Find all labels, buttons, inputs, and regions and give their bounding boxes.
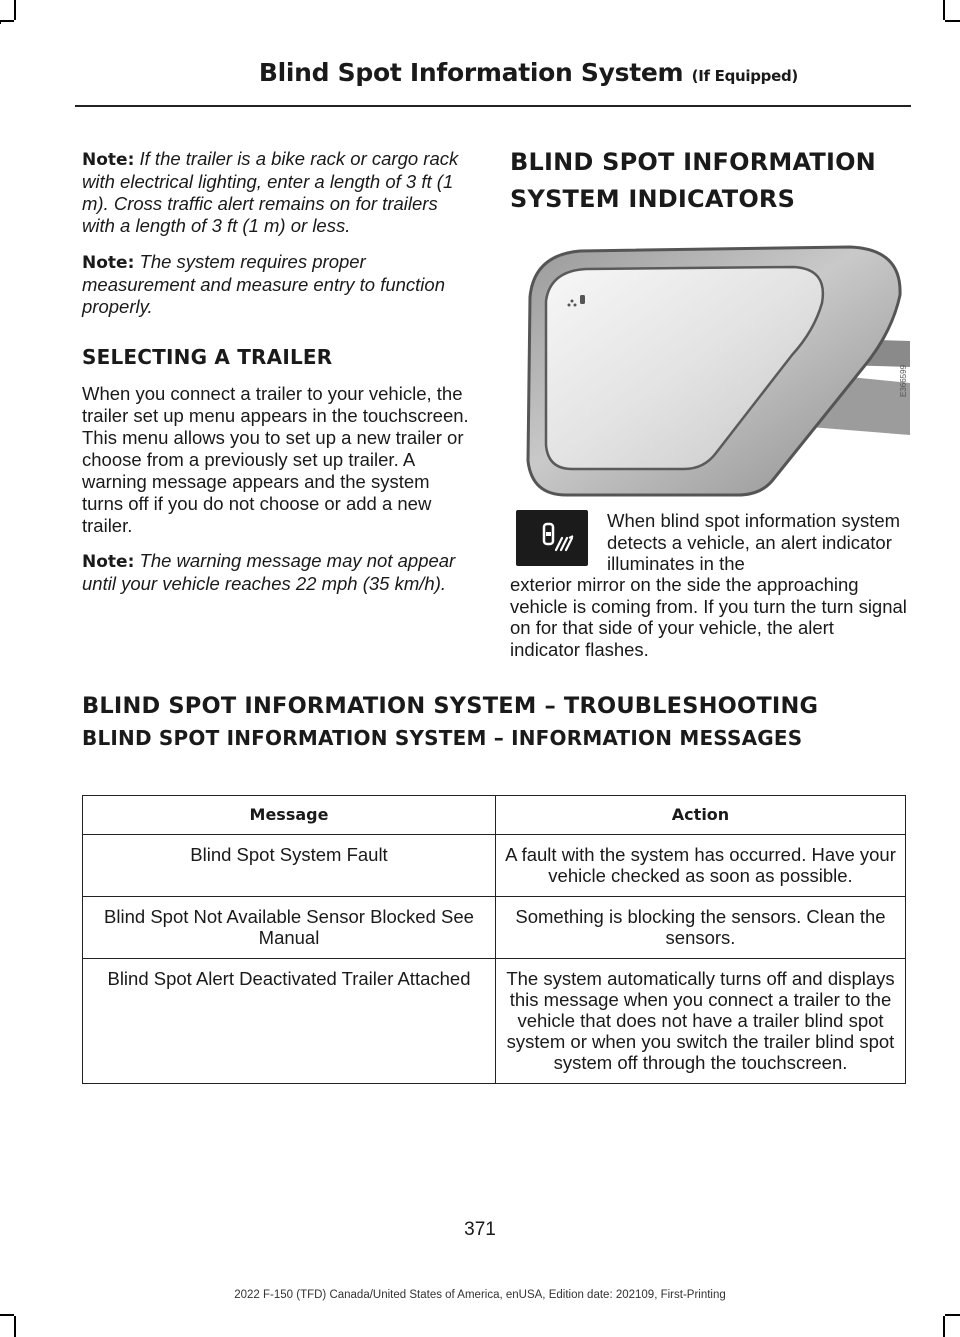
note-text: If the trailer is a bike rack or cargo rack with electrical lighting, enter a length of 3 ft (1 m). Cross traffic alert remains on for trailers with a length of 3 ft (1 m) or less. bbox=[82, 148, 459, 236]
page-header-title bbox=[259, 58, 798, 87]
right-heading bbox=[510, 144, 910, 218]
indicator-description-continued bbox=[510, 574, 908, 660]
header-rule bbox=[75, 105, 911, 107]
troubleshooting-heading-wrap bbox=[82, 688, 922, 725]
indicator-description bbox=[607, 510, 905, 575]
note-label: Note: bbox=[82, 150, 135, 170]
section-heading-selecting-trailer: SELECTING A TRAILER bbox=[82, 345, 333, 369]
information-messages-heading: BLIND SPOT INFORMATION SYSTEM – INFORMATION MESSAGES bbox=[82, 726, 803, 750]
header-title-suffix: (If Equipped) bbox=[691, 67, 798, 85]
left-column bbox=[82, 148, 475, 609]
crop-mark bbox=[945, 1314, 960, 1316]
column-header-action: Action bbox=[496, 796, 906, 835]
note-trailer-length bbox=[82, 148, 475, 237]
information-messages-table bbox=[82, 795, 906, 1084]
header-title-text: Blind Spot Information System bbox=[258, 58, 684, 87]
crop-mark bbox=[0, 20, 14, 22]
messages-heading-wrap bbox=[82, 723, 922, 753]
selecting-trailer-paragraph: When you connect a trailer to your vehicle, the trailer set up menu appears in the touchscreen. This menu allows you to set up a new trailer or choose from a previously set up trailer. A warning message appears and the system turns off if you do not choose or add a new trailer. bbox=[82, 383, 469, 536]
table-header-row bbox=[83, 796, 906, 835]
message-cell: Blind Spot System Fault bbox=[83, 835, 496, 897]
message-cell: Blind Spot Alert Deactivated Trailer Attached bbox=[83, 959, 496, 1084]
indicator-paragraph-part1: When blind spot information system detects a vehicle, an alert indicator illuminates in the bbox=[607, 510, 901, 574]
note-text: The system requires proper measurement and measure entry to function properly. bbox=[82, 251, 445, 317]
column-header-message: Message bbox=[83, 796, 496, 835]
side-mirror-illustration bbox=[510, 237, 910, 497]
crop-mark bbox=[943, 0, 945, 20]
page-number: 371 bbox=[464, 1219, 496, 1240]
image-code: E366599 bbox=[899, 364, 908, 397]
action-cell: Something is blocking the sensors. Clean the sensors. bbox=[496, 897, 906, 959]
table-row bbox=[83, 835, 906, 897]
page-footer: 2022 F-150 (TFD) Canada/United States of America, enUSA, Edition date: 202109, First-Printing bbox=[234, 1289, 726, 1301]
action-cell: A fault with the system has occurred. Have your vehicle checked as soon as possible. bbox=[496, 835, 906, 897]
note-label: Note: bbox=[82, 552, 135, 572]
crop-mark bbox=[943, 1316, 945, 1337]
crop-mark bbox=[0, 1314, 14, 1316]
troubleshooting-heading: BLIND SPOT INFORMATION SYSTEM – TROUBLESHOOTING bbox=[82, 693, 819, 719]
table-row bbox=[83, 959, 906, 1084]
indicators-heading-line1: BLIND SPOT INFORMATION bbox=[510, 148, 876, 176]
note-warning-message bbox=[82, 550, 475, 595]
indicators-heading-line2: SYSTEM INDICATORS bbox=[510, 185, 796, 213]
blind-spot-indicator-icon bbox=[516, 510, 588, 566]
note-label: Note: bbox=[82, 253, 135, 273]
crop-mark bbox=[14, 1316, 16, 1337]
table-row bbox=[83, 897, 906, 959]
note-measurement bbox=[82, 251, 475, 318]
indicator-paragraph-part2: exterior mirror on the side the approaching vehicle is coming from. If you turn the turn signal on for that side of your vehicle, the alert indicator flashes. bbox=[510, 574, 907, 660]
crop-mark bbox=[14, 0, 16, 20]
message-cell: Blind Spot Not Available Sensor Blocked See Manual bbox=[83, 897, 496, 959]
action-cell: The system automatically turns off and displays this message when you connect a trailer to the vehicle that does not have a trailer blind spot system or when you switch the trailer blind spot system off through the touchscreen. bbox=[496, 959, 906, 1084]
crop-mark bbox=[945, 20, 960, 22]
note-text: The warning message may not appear until your vehicle reaches 22 mph (35 km/h). bbox=[82, 550, 456, 594]
